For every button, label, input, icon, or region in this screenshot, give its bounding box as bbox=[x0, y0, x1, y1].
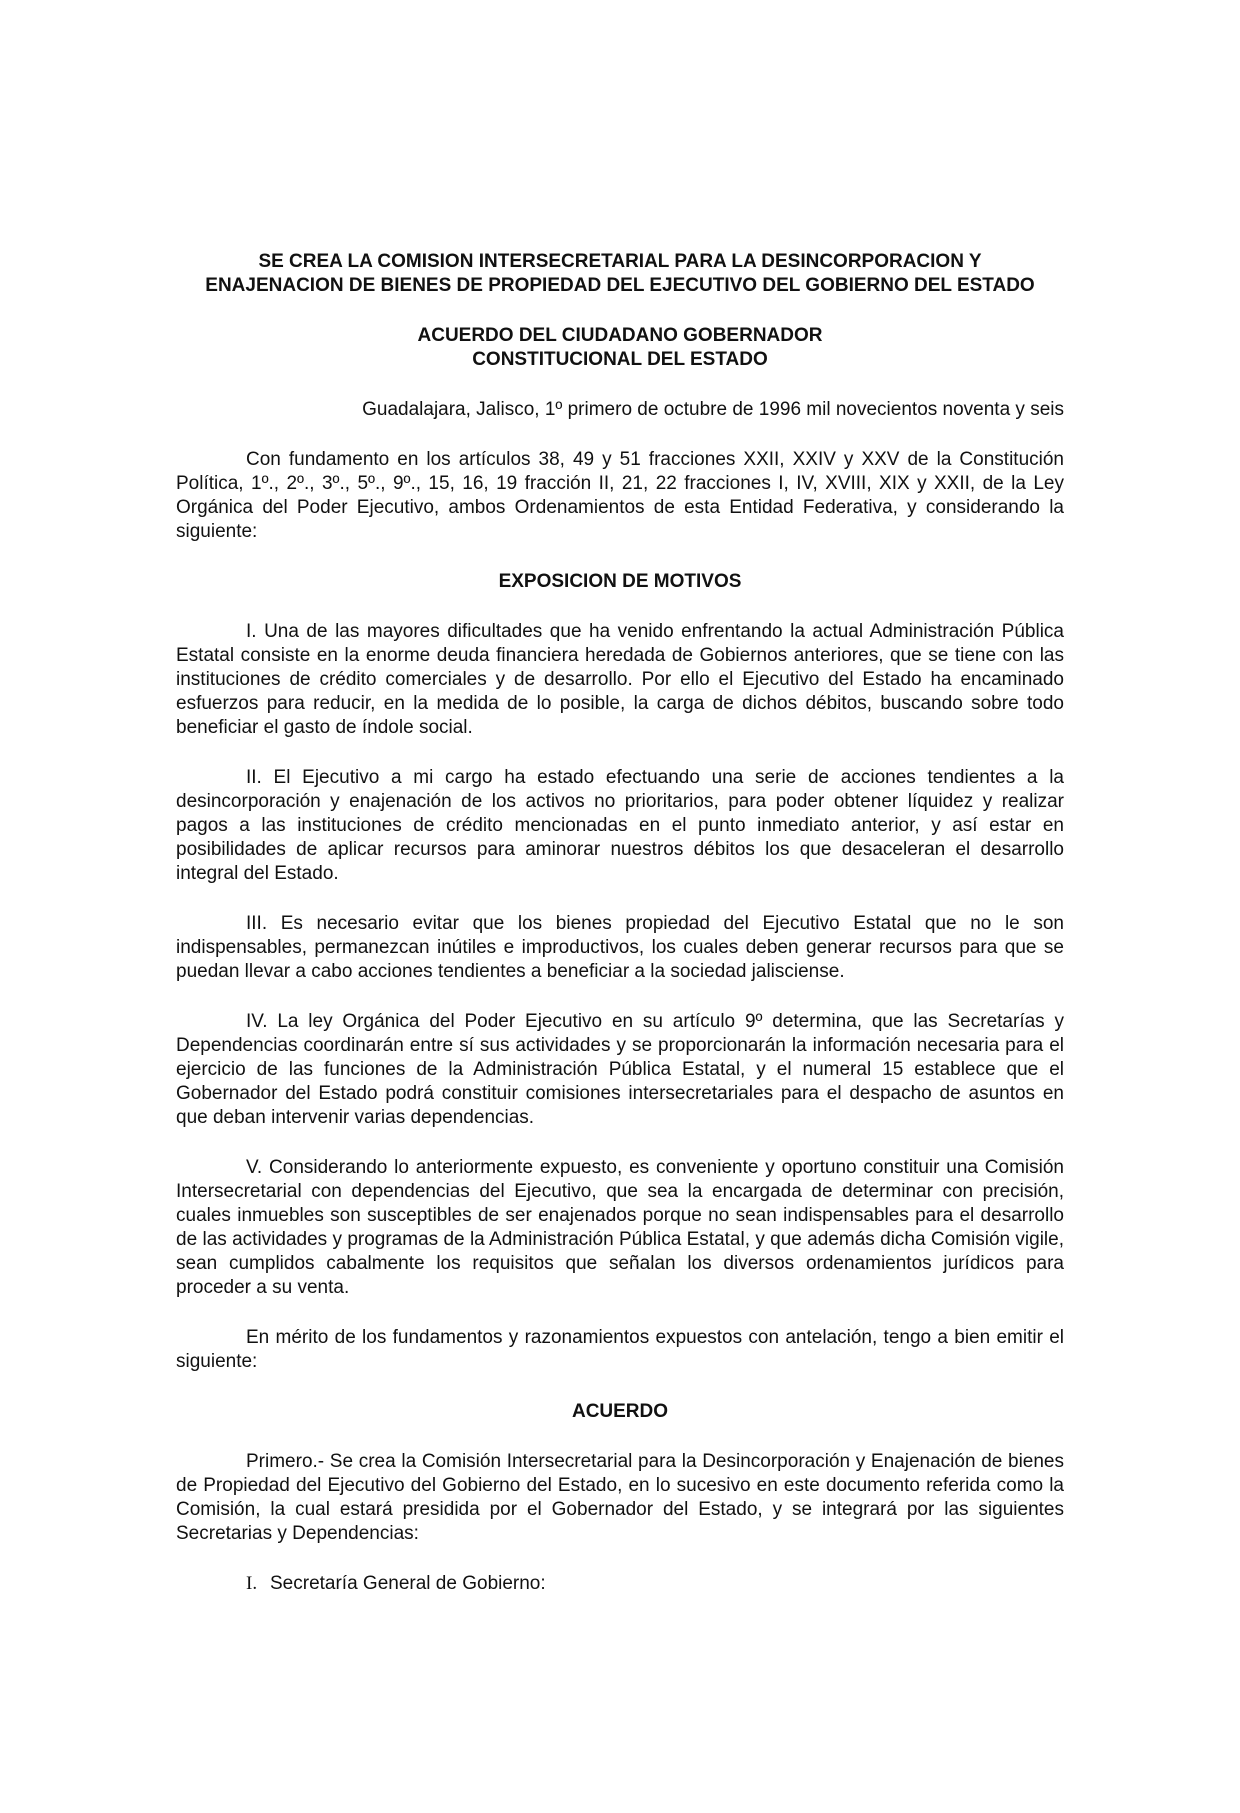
motivos-heading: EXPOSICION DE MOTIVOS bbox=[498, 571, 742, 592]
merito-paragraph: En mérito de los fundamentos y razonamientos expuestos con antelación, tengo a bien emitir el siguiente: bbox=[176, 1327, 1064, 1372]
motivo-paragraph-2: II. El Ejecutivo a mi cargo ha estado efectuando una serie de acciones tendientes a la desincorporación y enajenación de los activos no prioritarios, para poder obtener líquidez y realizar pagos a las instituciones de crédito mencionadas en el punto inmediato anterior, y así estar en posibilidades de aplicar recursos para aminorar nuestros débitos los que desaceleran el desarrollo integral del Estado. bbox=[176, 767, 1064, 884]
date-line: Guadalajara, Jalisco, 1º primero de octubre de 1996 mil novecientos noventa y seis bbox=[362, 399, 1064, 420]
document-title-line-2: ENAJENACION DE BIENES DE PROPIEDAD DEL EJECUTIVO DEL GOBIERNO DEL ESTADO bbox=[205, 275, 1035, 296]
acuerdo-heading: ACUERDO bbox=[571, 1401, 669, 1422]
preamble-paragraph: Con fundamento en los artículos 38, 49 y 51 fracciones XXII, XXIV y XXV de la Constitución Política, 1º., 2º., 3º., 5º., 9º., 15, 16, 19 fracción II, 21, 22 fracciones I, IV, XVIII, XIX y XXII, de la Ley Orgánica del Poder Ejecutivo, ambos Ordenamientos de esta Entidad Federativa, y considerando la siguiente: bbox=[176, 449, 1064, 542]
motivo-paragraph-4: IV. La ley Orgánica del Poder Ejecutivo en su artículo 9º determina, que las Secretarías y Dependencias coordinarán entre sí sus actividades y se proporcionarán la información necesaria para el ejercicio de las funciones de la Administración Pública Estatal, y el numeral 15 establece que el Gobernador del Estado podrá constituir comisiones intersecretariales para el despacho de asuntos en que deban intervenir varias dependencias. bbox=[176, 1011, 1064, 1128]
document-title-line-1: SE CREA LA COMISION INTERSECRETARIAL PARA LA DESINCORPORACION Y bbox=[258, 251, 982, 272]
motivo-paragraph-1: I. Una de las mayores dificultades que ha venido enfrentando la actual Administración Pública Estatal consiste en la enorme deuda financiera heredada de Gobiernos anteriores, que se tiene con las instituciones de crédito comerciales y de desarrollo. Por ello el Ejecutivo del Estado ha encaminado esfuerzos para reducir, en la medida de lo posible, la carga de dichos débitos, buscando sobre todo beneficiar el gasto de índole social. bbox=[176, 621, 1064, 738]
list-item-text: Secretaría General de Gobierno: bbox=[270, 1573, 546, 1594]
document-subtitle-line-2: CONSTITUCIONAL DEL ESTADO bbox=[472, 349, 768, 370]
document-subtitle-line-1: ACUERDO DEL CIUDADANO GOBERNADOR bbox=[417, 325, 823, 346]
primero-paragraph: Primero.- Se crea la Comisión Intersecretarial para la Desincorporación y Enajenación de bienes de Propiedad del Ejecutivo del Gobierno del Estado, en lo sucesivo en este documento referida como la Comisión, la cual estará presidida por el Gobernador del Estado, y se integrará por las siguientes Secretarias y Dependencias: bbox=[176, 1451, 1064, 1544]
motivo-paragraph-5: V. Considerando lo anteriormente expuesto, es conveniente y oportuno constituir una Comisión Intersecretarial con dependencias del Ejecutivo, que sea la encargada de determinar con precisión, cuales inmuebles son susceptibles de ser enajenados porque no sean indispensables para el desarrollo de las actividades y programas de la Administración Pública Estatal, y que además dicha Comisión vigile, sean cumplidos cabalmente los requisitos que señalan los diversos ordenamientos jurídicos para proceder a su venta. bbox=[176, 1157, 1064, 1298]
motivo-paragraph-3: III. Es necesario evitar que los bienes propiedad del Ejecutivo Estatal que no le son indispensables, permanezcan inútiles e improductivos, los cuales deben generar recursos para que se puedan llevar a cabo acciones tendientes a beneficiar a la sociedad jalisciense. bbox=[176, 913, 1064, 982]
list-item-number: I. bbox=[246, 1573, 258, 1594]
document-body bbox=[176, 250, 1064, 1596]
list-item bbox=[176, 1572, 1064, 1596]
